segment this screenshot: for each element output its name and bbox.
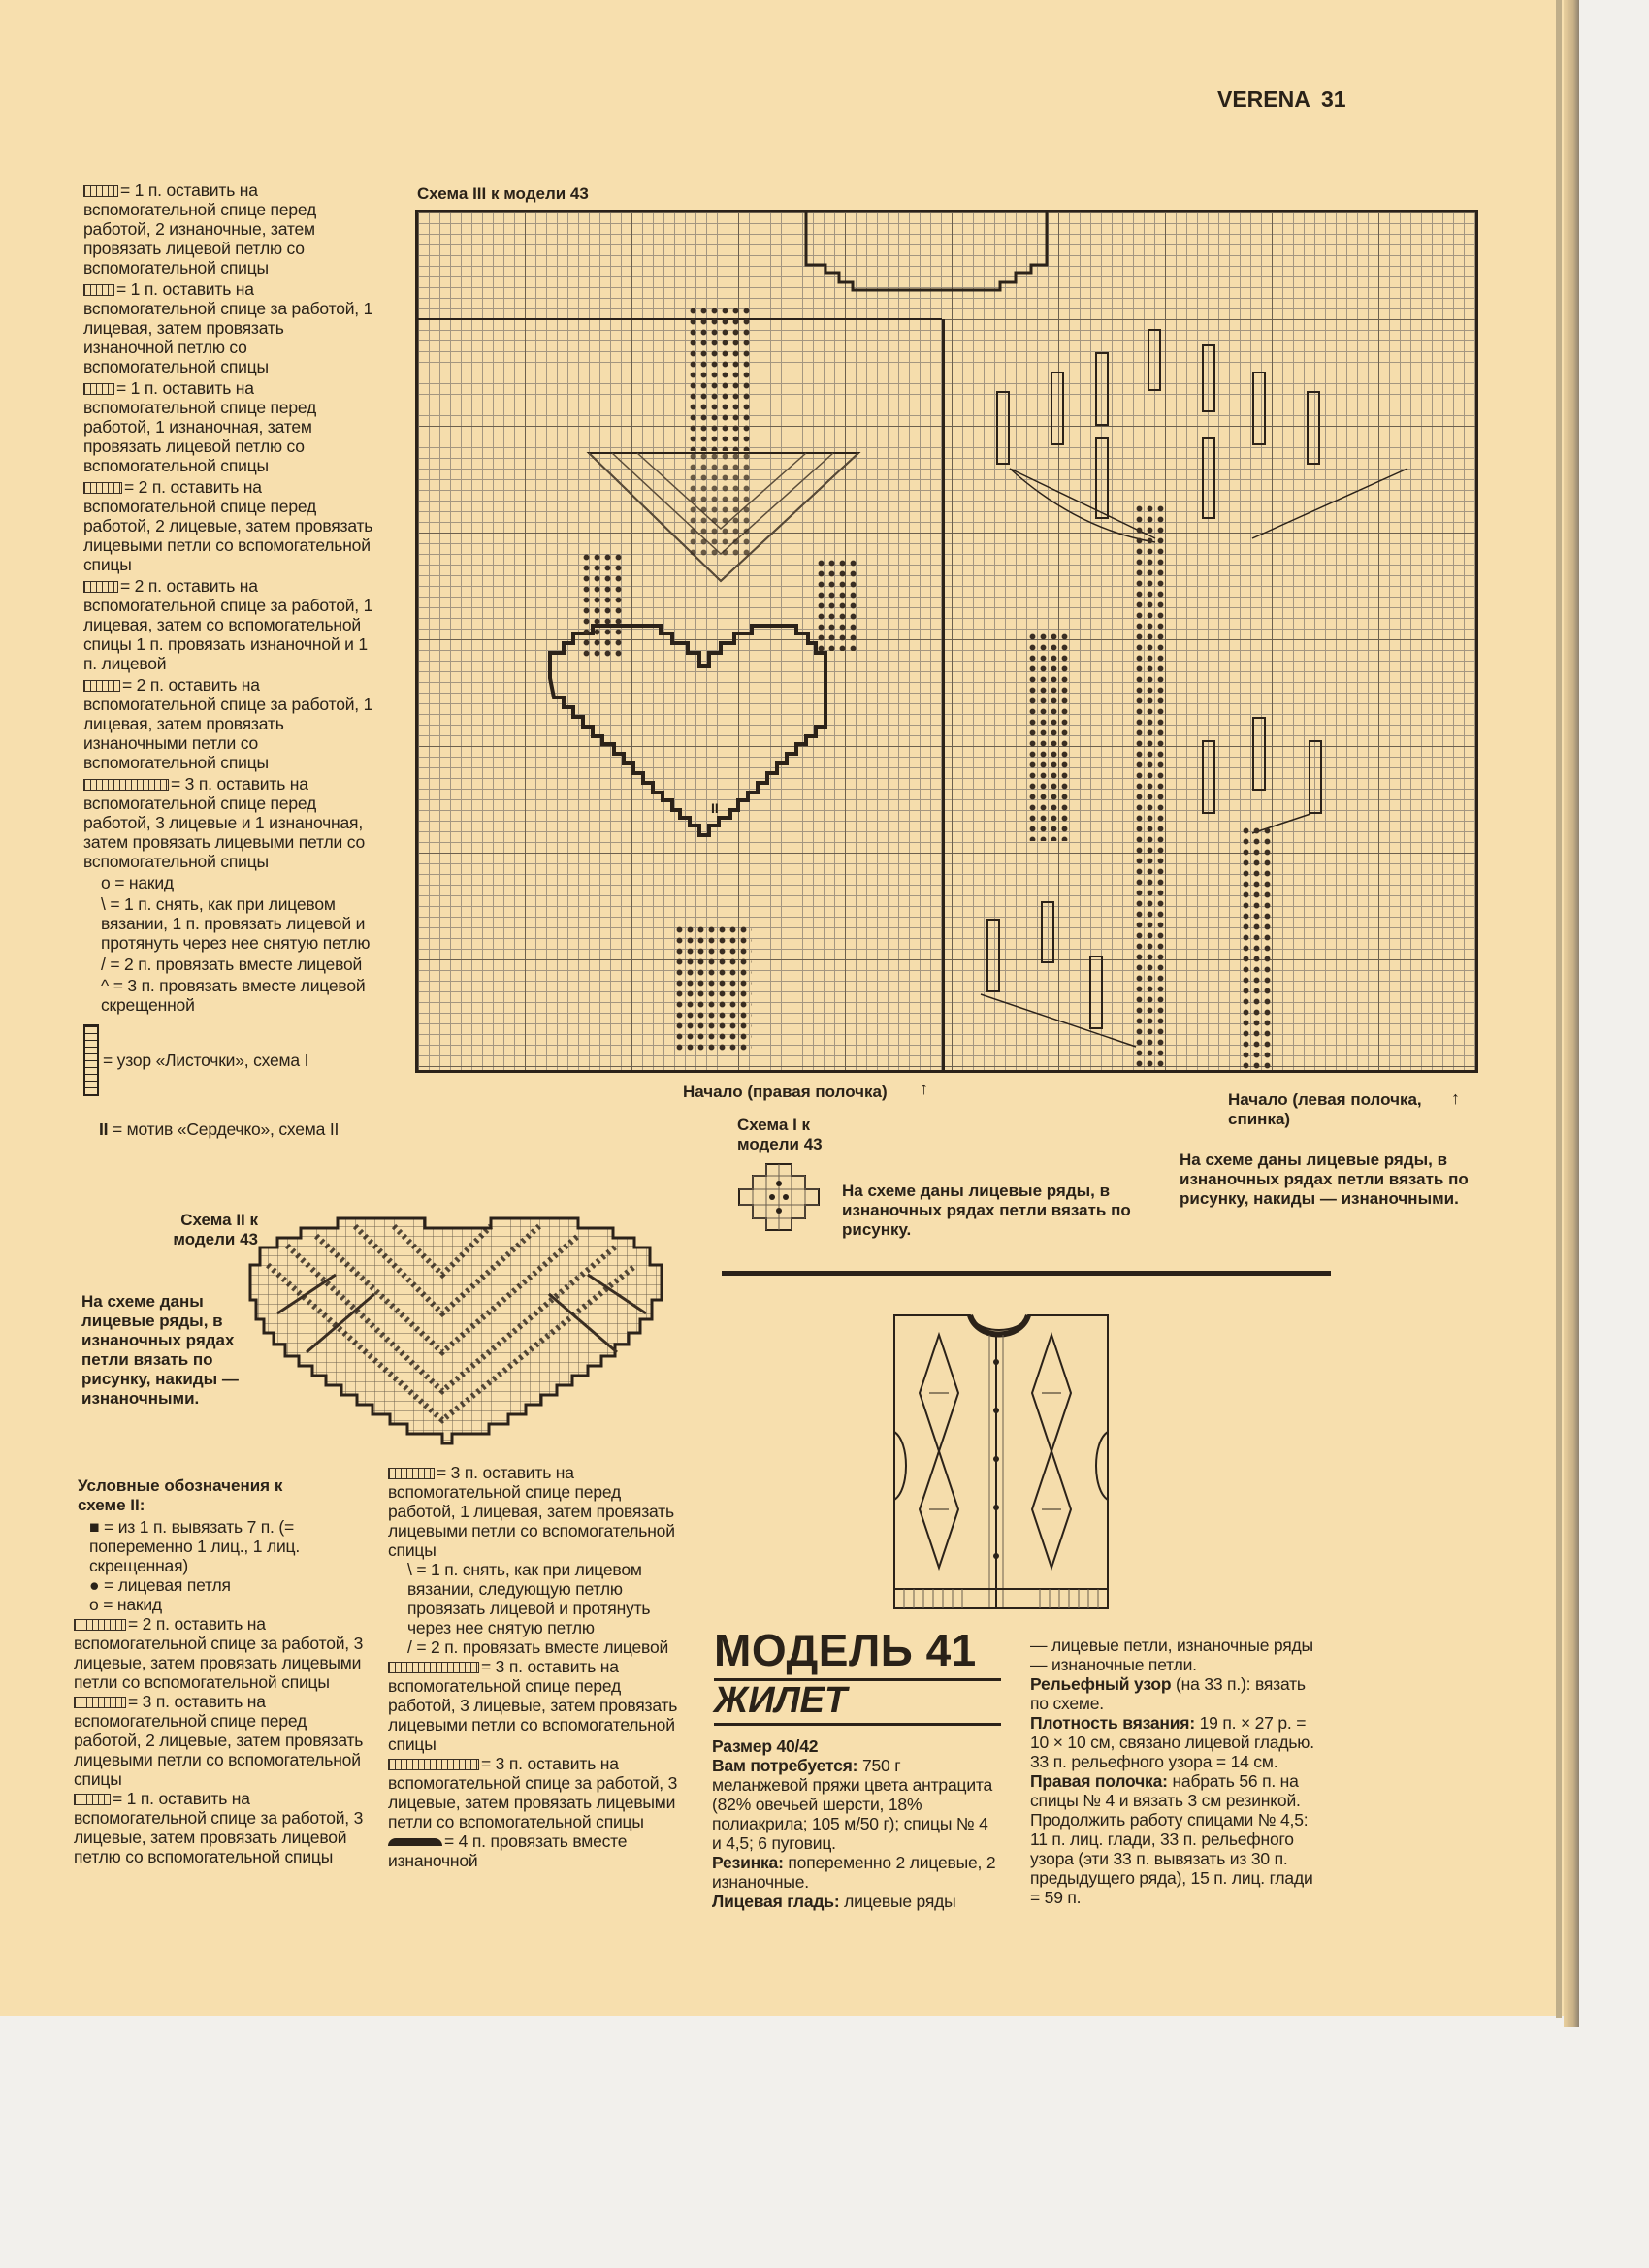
legend-entry: = 3 п. оставить на вспомогательной спице перед работой, 3 лицевые, затем провязать лицевыми петли со вспомогательной спицы — [388, 1657, 678, 1754]
scheme2-title: Схема II к модели 43 — [173, 1211, 258, 1248]
legend-entry: = 1 п. оставить на вспомогательной спице перед работой, 1 изнаночная, затем провязать лицевой петлю со вспомогательной спицы — [83, 378, 317, 475]
model-text-column-1 — [712, 1736, 999, 1911]
model-text-column-2 — [1030, 1636, 1321, 1907]
legend-entry: \ = 1 п. снять, как при лицевом вязании, 1 п. провязать лицевой и протянуть через нее снятую петлю — [101, 894, 371, 953]
leaf-bar — [1202, 437, 1215, 519]
leaf-bar — [1095, 437, 1109, 519]
model-subheading: ЖИЛЕТ — [714, 1680, 848, 1721]
relief-pattern: Рельефный узор (на 33 п.): вязать по схеме. — [1030, 1674, 1306, 1713]
start-arrow-icon: ↑ — [920, 1079, 928, 1098]
stockinette-continued: — лицевые петли, изнаночные ряды — изнаночные петли. — [1030, 1636, 1313, 1674]
legend-entry: = 1 п. оставить на вспомогательной спице за работой, 3 лицевые, затем провязать лицевой петлю со вспомогательной спицы — [74, 1789, 364, 1866]
legend-entry: = 3 п. оставить на вспомогательной спице перед работой, 1 лицевая, затем провязать лицевыми петли со вспомогательной спицы — [388, 1463, 675, 1560]
stem-stitches — [1134, 503, 1166, 1070]
cable-symbol-icon — [74, 1619, 126, 1631]
legend-entry: = 1 п. оставить на вспомогательной спице перед работой, 2 изнаночные, затем провязать лицевой петлю со вспомогательной спицы — [83, 180, 317, 277]
vest-illustration — [881, 1306, 1117, 1616]
k3tog-icon: ^ — [101, 976, 113, 995]
stitch-block — [816, 558, 858, 651]
cable-symbol-icon — [74, 1794, 111, 1805]
gauge: Плотность вязания: 19 п. × 27 р. = 10 × 10 см, связано лицевой гладью. 33 п. рельефного узора = 14 см. — [1030, 1713, 1314, 1771]
cable-symbol-icon — [83, 383, 114, 395]
leaf-bar — [1252, 372, 1266, 445]
legend-entry: = 4 п. провязать вместе изнаночной — [388, 1831, 628, 1870]
materials: Вам потребуется: 750 г меланжевой пряжи цвета антрацита (82% овечьей шерсти, 18% полиакрила; 105 м/50 г); спицы № 4 и 4,5; 6 пуговиц. — [712, 1756, 993, 1853]
legend2-column-1 — [74, 1517, 365, 1866]
scheme2-chart — [248, 1207, 671, 1445]
heart-mark: II — [711, 800, 719, 816]
cable-symbol-icon — [83, 680, 120, 692]
stem-stitches — [1241, 826, 1273, 1070]
leaf-bar — [1202, 344, 1215, 412]
stockinette-stitch: Лицевая гладь: лицевые ряды — [712, 1892, 956, 1911]
cable-symbol-icon — [83, 482, 122, 494]
heart-motif-icon: II — [99, 1119, 113, 1139]
start-left-front-label: Начало (левая полочка, спинка) — [1228, 1090, 1422, 1128]
legend-entry: о = накид — [101, 873, 174, 892]
scheme1-chart — [737, 1162, 824, 1232]
right-front: Правая полочка: набрать 56 п. на спицы № 4 и вязать 3 см резинкой. Продолжить работу спицами № 4,5: 11 п. лиц. глади, 33 п. рельефного узора (эти 33 п. вывязать из 30 п. предыдущего ряда), 15 п. лиц. глади = 59 п. — [1030, 1771, 1313, 1907]
section-divider — [722, 1271, 1331, 1276]
scheme2-note: На схеме даны лицевые ряды, в изнаночных рядах петли вязать по рисунку, накиды — изнаночными. — [81, 1292, 239, 1408]
leaf-bar — [1089, 956, 1103, 1029]
legend-entry: = 2 п. оставить на вспомогательной спице за работой, 1 лицевая, затем провязать изнаночными петли со вспомогательной спицы — [83, 675, 373, 772]
cable-symbol-icon — [388, 1662, 479, 1673]
page-edge — [1564, 0, 1579, 2027]
legend-entry: = 3 п. оставить на вспомогательной спице перед работой, 2 лицевые, затем провязать лицевыми петли со вспомогательной спицы — [74, 1692, 364, 1789]
magazine-title: VERENA — [1217, 86, 1310, 112]
leaf-bar — [1252, 717, 1266, 791]
page-number: 31 — [1321, 86, 1346, 112]
cable-symbol-icon — [83, 185, 118, 197]
scheme3-title: Схема III к модели 43 — [417, 184, 589, 203]
page-fold-shadow — [1556, 0, 1562, 2018]
subheading-rule — [714, 1723, 1001, 1726]
legend-entry: о = накид — [89, 1595, 162, 1614]
leaf-bar — [986, 919, 1000, 992]
ssk-icon: \ — [101, 894, 111, 914]
start-arrow-icon: ↑ — [1451, 1088, 1460, 1108]
leaves-pattern-icon — [83, 1024, 99, 1096]
legend-entry: = 2 п. оставить на вспомогательной спице за работой, 3 лицевые, затем провязать лицевыми петли со вспомогательной спицы — [74, 1614, 364, 1692]
legend2-column-2 — [388, 1463, 679, 1870]
stitch-block — [581, 552, 624, 659]
scheme3-chart — [415, 210, 1478, 1073]
legend-entry: = 1 п. оставить на вспомогательной спице за работой, 1 лицевая, затем провязать изнаночной петлю со вспомогательной спицы — [83, 279, 373, 376]
legend-entry: = 3 п. оставить на вспомогательной спице за работой, 3 лицевые, затем провязать лицевыми петли со вспомогательной спицы — [388, 1754, 678, 1831]
leaf-bar — [1148, 329, 1161, 391]
legend-entry: / = 2 п. провязать вместе лицевой — [101, 955, 363, 974]
start-right-front-label: Начало (правая полочка) — [683, 1083, 888, 1101]
legend-entry: / = 2 п. провязать вместе лицевой — [407, 1637, 669, 1657]
scheme1-note: На схеме даны лицевые ряды, в изнаночных рядах петли вязать по рисунку. — [842, 1182, 1131, 1239]
legend-entry: \ = 1 п. снять, как при лицевом вязании, следующую петлю провязать лицевой и протянуть через нее снятую петлю — [407, 1560, 651, 1637]
legend-entry: ^ = 3 п. провязать вместе лицевой скрещенной — [101, 976, 366, 1015]
stitch-block — [674, 924, 752, 1051]
legend-entry: ■ = из 1 п. вывязать 7 п. (= попеременно 1 лиц., 1 лиц. скрещенная) — [89, 1517, 301, 1575]
legend-entry: = 2 п. оставить на вспомогательной спице за работой, 1 лицевая, затем со вспомогательной спицы 1 п. провязать изнаночной и 1 п. лицевой — [83, 576, 373, 673]
size-line: Размер 40/42 — [712, 1736, 819, 1756]
cable-symbol-icon — [388, 1468, 435, 1479]
legend-entry: = узор «Листочки», схема I — [83, 1024, 374, 1096]
leaf-bar — [1095, 352, 1109, 426]
p4tog-icon — [388, 1838, 442, 1846]
model-heading: МОДЕЛЬ 41 — [714, 1625, 977, 1675]
leaf-bar — [1051, 372, 1064, 445]
k2tog-icon: / — [101, 955, 111, 974]
rib-stitch: Резинка: попеременно 2 лицевые, 2 изнаночные. — [712, 1853, 996, 1892]
arrow-stem-stitches — [688, 451, 752, 558]
arrow-stem-stitches — [688, 306, 752, 451]
cable-symbol-icon — [83, 581, 118, 593]
legend-entry: ● = лицевая петля — [89, 1575, 231, 1595]
leaf-bar — [1309, 740, 1322, 814]
left-legend — [83, 180, 374, 1139]
neckline-outline — [418, 212, 1475, 1070]
scheme1-title: Схема I к модели 43 — [737, 1116, 823, 1153]
leaf-bar — [1307, 391, 1320, 465]
cable-symbol-icon — [83, 284, 114, 296]
stitch-block — [1027, 632, 1070, 841]
leaf-bar — [1041, 901, 1054, 963]
yarn-over-icon: о — [101, 873, 115, 892]
legend2-title: Условные обозначения к схеме II: — [78, 1476, 283, 1514]
cable-symbol-icon — [388, 1759, 479, 1770]
legend-entry: = 3 п. оставить на вспомогательной спице перед работой, 3 лицевые и 1 изнаночная, затем провязать лицевыми петли со вспомогательной спицы — [83, 774, 365, 871]
leaf-bar — [996, 391, 1010, 465]
leaf-bar — [1202, 740, 1215, 814]
legend-entry: = 2 п. оставить на вспомогательной спице перед работой, 2 лицевые, затем провязать лицевыми петли со вспомогательной спицы — [83, 477, 373, 574]
cable-symbol-icon — [74, 1697, 126, 1708]
scheme3-note: На схеме даны лицевые ряды, в изнаночных рядах петли вязать по рисунку, накиды — изнаночными. — [1180, 1150, 1469, 1208]
cable-symbol-icon — [83, 779, 169, 791]
legend-entry: II = мотив «Сердечко», схема II — [99, 1119, 340, 1139]
